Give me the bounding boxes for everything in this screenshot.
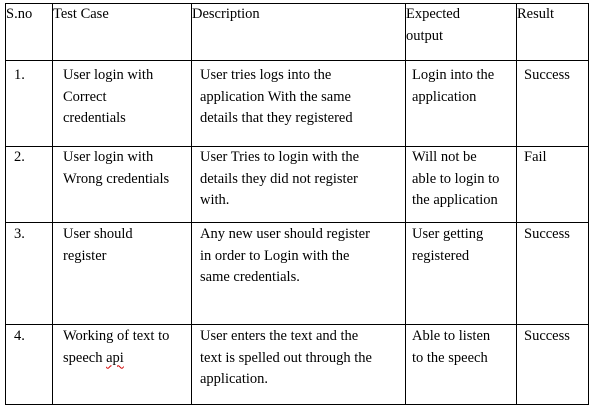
row-sno: 2. [6, 147, 53, 223]
row-expected-output: User getting registered [406, 223, 517, 325]
misspelled-word: api [106, 349, 124, 366]
row-test-case-line2-prefix: speech [63, 349, 107, 366]
header-row [6, 4, 589, 61]
row-sno: 4. [6, 325, 53, 405]
header-expected-output: Expected output [406, 4, 517, 61]
row-expected-output: Able to listen to the speech [406, 325, 517, 405]
row-expected-output: Will not be able to login to the application [406, 147, 517, 223]
row-description: User Tries to login with the details they did not register with. [192, 147, 406, 223]
header-description: Description [192, 4, 406, 61]
row-result: Success [517, 223, 589, 325]
row-result: Success [517, 325, 589, 405]
row-result: Fail [517, 147, 589, 223]
row-description: User tries logs into the application With the same details that they registered [192, 61, 406, 147]
row-test-case: User should register [53, 223, 192, 325]
row-test-case [53, 325, 192, 405]
table-row [6, 147, 589, 223]
row-description: Any new user should register in order to Login with the same credentials. [192, 223, 406, 325]
row-test-case-line1: Working of text to [63, 328, 170, 344]
row-test-case: User login with Wrong credentials [53, 147, 192, 223]
table-row [6, 61, 589, 147]
row-expected-output: Login into the application [406, 61, 517, 147]
row-sno: 3. [6, 223, 53, 325]
header-test-case: Test Case [53, 4, 192, 61]
header-result: Result [517, 4, 589, 61]
test-case-table [5, 3, 589, 405]
table-row [6, 325, 589, 405]
row-description: User enters the text and the text is spelled out through the application. [192, 325, 406, 405]
table-row [6, 223, 589, 325]
row-test-case: User login with Correct credentials [53, 61, 192, 147]
header-sno: S.no [6, 4, 53, 61]
row-result: Success [517, 61, 589, 147]
row-sno: 1. [6, 61, 53, 147]
